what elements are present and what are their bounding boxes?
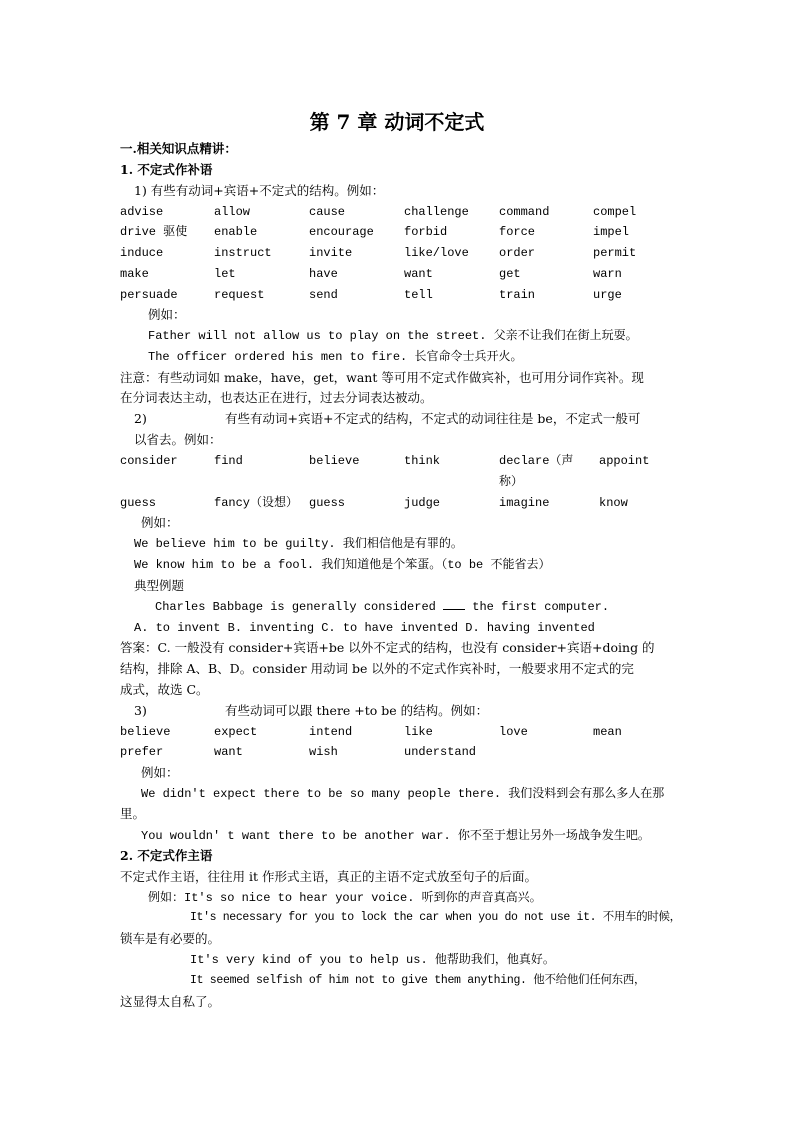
example-sentence: We know him to be a fool. 我们知道他是个笨蛋。（to be 不能省去） xyxy=(134,558,551,572)
table-cell: declare（声 xyxy=(499,454,574,468)
table-cell: request xyxy=(214,288,265,302)
table-cell: appoint xyxy=(599,454,650,468)
table-cell: 称） xyxy=(499,475,524,489)
table-cell: induce xyxy=(120,246,164,260)
point-2-number: 2) xyxy=(134,411,147,426)
answer-explanation: 答案：C. 一般没有 consider+宾语+be 以外不定式的结构，也没有 consider+宾语+doing 的 xyxy=(120,640,655,655)
table-cell: force xyxy=(499,225,536,239)
table-cell: have xyxy=(309,267,338,281)
table-cell: expect xyxy=(214,725,258,739)
table-cell: believe xyxy=(309,454,360,468)
table-cell: mean xyxy=(593,725,622,739)
table-cell: encourage xyxy=(309,225,374,239)
answer-explanation: 结构，排除 A、B、D。consider 用动词 be 以外的不定式作宾补时，一般要求用不定式的完 xyxy=(120,661,634,676)
table-cell: want xyxy=(404,267,433,281)
answer-blank xyxy=(443,599,465,610)
example-label: 例如： xyxy=(148,307,186,322)
table-cell: believe xyxy=(120,725,171,739)
table-cell: love xyxy=(499,725,528,739)
example-sentence: We believe him to be guilty. 我们相信他是有罪的。 xyxy=(134,537,463,551)
table-cell: tell xyxy=(404,288,433,302)
table-cell: know xyxy=(599,496,628,510)
table-cell: train xyxy=(499,288,536,302)
table-cell: advise xyxy=(120,205,164,219)
table-cell: make xyxy=(120,267,149,281)
table-cell: order xyxy=(499,246,536,260)
example-sentence: It's necessary for you to lock the car when you do not use it. 不用车的时候， xyxy=(190,911,681,924)
table-cell: drive 驱使 xyxy=(120,225,188,239)
example-sentence-cont: 里。 xyxy=(120,806,146,821)
table-cell: cause xyxy=(309,205,346,219)
table-cell: warn xyxy=(593,267,622,281)
table-cell: compel xyxy=(593,205,637,219)
answer-explanation: 成式，故选 C。 xyxy=(120,682,209,697)
table-cell: enable xyxy=(214,225,258,239)
chapter-title: 第 7 章 动词不定式 xyxy=(309,110,485,134)
typical-example-heading: 典型例题 xyxy=(134,578,185,593)
example-label: 例如： xyxy=(141,765,179,780)
table-cell: command xyxy=(499,205,550,219)
table-cell: allow xyxy=(214,205,251,219)
example-sentence: It seemed selfish of him not to give them anything. 他不给他们任何东西， xyxy=(190,974,646,987)
table-cell: let xyxy=(214,267,236,281)
table-cell: persuade xyxy=(120,288,178,302)
table-cell: judge xyxy=(404,496,441,510)
section-heading: 一.相关知识点精讲： xyxy=(120,141,237,156)
example-sentence-cont: 这显得太自私了。 xyxy=(120,994,221,1009)
table-cell: get xyxy=(499,267,521,281)
table-cell: intend xyxy=(309,725,353,739)
table-cell: guess xyxy=(309,496,346,510)
table-cell: think xyxy=(404,454,441,468)
table-cell: guess xyxy=(120,496,157,510)
table-cell: consider xyxy=(120,454,178,468)
section-text: 不定式作主语，往往用 it 作形式主语，真正的主语不定式放至句子的后面。 xyxy=(120,869,537,884)
example-sentence: We didn't expect there to be so many people there. 我们没料到会有那么多人在那 xyxy=(141,787,665,801)
subsection-heading-1: 1. 不定式作补语 xyxy=(120,162,213,177)
example-sentence: You wouldn' t want there to be another war. 你不至于想让另外一场战争发生吧。 xyxy=(141,829,650,843)
table-cell: send xyxy=(309,288,338,302)
subsection-heading-2: 2. 不定式作主语 xyxy=(120,848,213,863)
example-sentence: 例如：It's so nice to hear your voice. 听到你的声音真高兴。 xyxy=(148,891,542,905)
table-cell: challenge xyxy=(404,205,469,219)
table-cell: understand xyxy=(404,745,477,759)
note-text: 注意：有些动词如 make，have，get，want 等可用不定式作做宾补，也可用分词作宾补。现 xyxy=(120,370,644,385)
answer-options: A. to invent B. inventing C. to have invented D. having invented xyxy=(134,621,595,635)
table-cell: permit xyxy=(593,246,637,260)
point-1: 1) 有些有动词+宾语+不定式的结构。例如： xyxy=(134,183,385,198)
table-cell: fancy（设想） xyxy=(214,496,299,510)
table-cell: impel xyxy=(593,225,630,239)
table-cell: imagine xyxy=(499,496,550,510)
table-cell: prefer xyxy=(120,745,164,759)
question-part-1: Charles Babbage is generally considered xyxy=(155,600,436,614)
point-2-cont: 以省去。例如： xyxy=(134,432,222,447)
example-sentence-cont: 锁车是有必要的。 xyxy=(120,931,221,946)
point-3-number: 3) xyxy=(134,703,147,718)
example-sentence: It's very kind of you to help us. 他帮助我们，他真好。 xyxy=(190,953,555,967)
example-sentence: The officer ordered his men to fire. 长官命令士兵开火。 xyxy=(148,350,523,364)
point-3: 有些动词可以跟 there +to be 的结构。例如： xyxy=(225,703,489,718)
question xyxy=(155,599,609,615)
table-cell: find xyxy=(214,454,243,468)
point-2: 有些有动词+宾语+不定式的结构，不定式的动词往往是 be，不定式一般可 xyxy=(225,411,641,426)
table-cell: like/love xyxy=(404,246,469,260)
table-cell: wish xyxy=(309,745,338,759)
table-cell: forbid xyxy=(404,225,448,239)
table-cell: instruct xyxy=(214,246,272,260)
example-label: 例如： xyxy=(141,515,179,530)
table-cell: urge xyxy=(593,288,622,302)
table-cell: like xyxy=(404,725,433,739)
example-sentence: Father will not allow us to play on the street. 父亲不让我们在街上玩耍。 xyxy=(148,329,638,343)
table-cell: want xyxy=(214,745,243,759)
question-part-2: the first computer. xyxy=(472,600,610,614)
note-text: 在分词表达主动，也表达正在进行，过去分词表达被动。 xyxy=(120,390,433,405)
table-cell: invite xyxy=(309,246,353,260)
